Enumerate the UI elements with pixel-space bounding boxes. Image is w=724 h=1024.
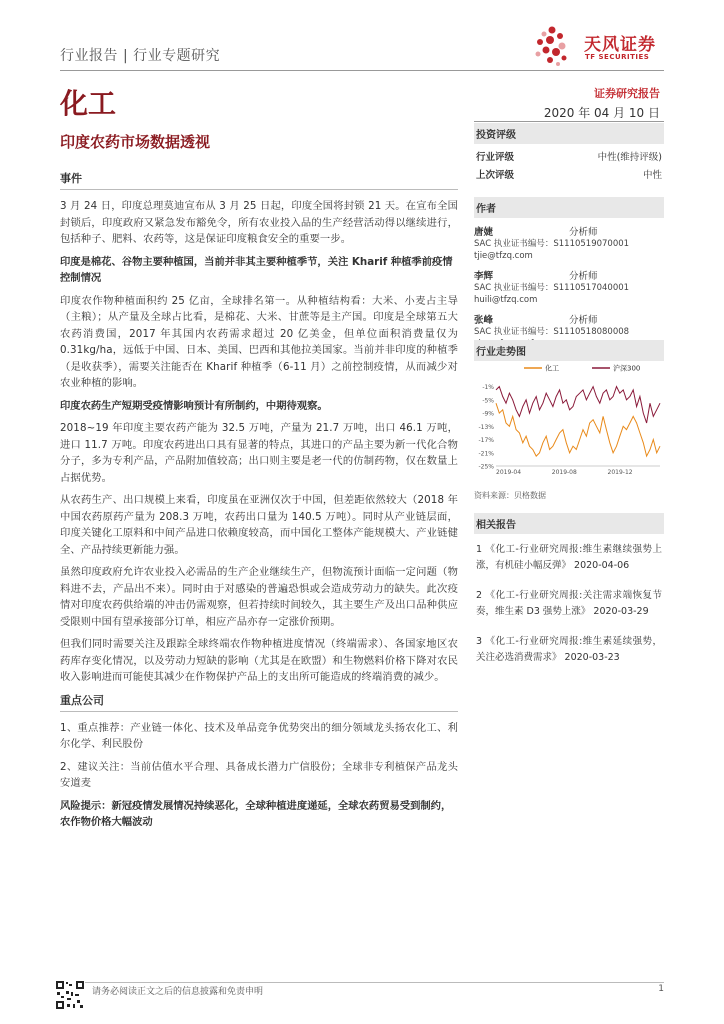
related-report-item[interactable]: 2 《化工-行业研究周报:关注需求端恢复节奏，维生素 D3 强势上涨》 2020-03-29 — [476, 590, 662, 617]
y-tick-label: -1% — [482, 384, 494, 392]
author-name: 唐婕 — [474, 227, 494, 238]
author-role: 分析师 — [569, 227, 598, 238]
series-line-chemical — [496, 403, 660, 456]
author-role: 分析师 — [569, 315, 598, 326]
body-paragraph: 2018~19 年印度主要农药产能为 32.5 万吨，产量为 21.7 万吨，出口 46.1 万吨，进口 11.7 万吨。印度农药进出口具有显著的特点，其进口的产品主要为新一代化合物分子，多为专利产品，产品附加值较高；出口则主要是老一代的仿制药物，仅在数量上占据优势。 — [60, 422, 458, 484]
authors-heading: 作者 — [474, 197, 664, 218]
y-tick-label: -5% — [482, 397, 494, 405]
y-tick-label: -9% — [482, 410, 494, 418]
body-paragraph: 从农药生产、出口规模上来看，印度虽在亚洲仅次于中国，但差距依然较大（2018 年中国农药原药产量为 208.3 万吨，农药出口量为 140.5 万吨）。同时从产业链层面，印度关键化工原料和中间产品进口依赖度较高，而中国化工整体产能规模大、产业链健全、产品持续更新能力强。 — [60, 494, 458, 556]
sidebar — [474, 123, 664, 350]
legend-label: 化工 — [545, 364, 559, 373]
event-heading: 事件 — [60, 170, 458, 190]
footer-divider — [60, 982, 664, 983]
report-date: 2020 年 04 月 10 日 — [543, 106, 660, 120]
author-role: 分析师 — [569, 271, 598, 282]
related-report-item[interactable]: 3 《化工-行业研究周报:维生素延续强势，关注必选消费需求》 2020-03-23 — [476, 636, 662, 663]
author-block — [474, 268, 664, 306]
rating-value: 中性(维持评级) — [597, 152, 662, 163]
author-sac: SAC 执业证书编号：S1110517040001 — [474, 283, 630, 293]
y-tick-label: -25% — [478, 463, 494, 471]
y-tick-label: -17% — [478, 437, 494, 445]
related-heading: 相关报告 — [474, 513, 664, 534]
author-email[interactable]: tjie@tfzq.com — [474, 251, 533, 261]
series-line-csi300 — [496, 387, 660, 423]
x-tick-label: 2019-12 — [607, 469, 633, 476]
author-sac: SAC 执业证书编号：S1110518080008 — [474, 327, 630, 337]
key-companies-heading: 重点公司 — [60, 692, 458, 712]
key-company-item: 1、重点推荐：产业链一体化、技术及单品竞争优势突出的细分领域龙头扬农化工、利尔化学、利民股份 — [60, 721, 458, 750]
author-block — [474, 224, 664, 262]
author-sac: SAC 执业证书编号：S1110519070001 — [474, 239, 630, 249]
bold-summary: 印度是棉花、谷物主要种植国，当前并非其主要种植季节，关注 Kharif 种植季前疫情控制情况 — [60, 255, 453, 284]
logo-subtext: TF SECURITIES — [585, 53, 650, 61]
related-report-item[interactable]: 1 《化工-行业研究周报:维生素继续强势上涨，有机硅小幅反弹》 2020-04-06 — [476, 544, 662, 571]
header-divider — [60, 70, 664, 71]
report-subtitle: 印度农药市场数据透视 — [60, 133, 211, 151]
y-tick-label: -13% — [478, 423, 494, 431]
x-tick-label: 2019-08 — [551, 469, 577, 476]
main-content — [60, 170, 458, 837]
logo-text: 天风证券 — [584, 35, 656, 55]
author-email[interactable]: huili@tfzq.com — [474, 295, 538, 305]
legend-label: 沪深300 — [613, 364, 641, 373]
body-paragraph: 印度农作物种植面积约 25 亿亩，全球排名第一。从种植结构看：大米、小麦占主导（主粮）；从产量及全球占比看，是棉花、大米、甘蔗等是主产国。印度是全球第五大农药消费国，2017 年其国内农药需求超过 20 亿美金，但单位面积消费量仅为 0.31kg/ha，远低于中国、日本、美国、巴西和其他拉美国家。当前并非印度的种植季（是收获季），需要关注能否在 Kharif 种植季（6-11 月）之前控制疫情，从而减少对农业种植的影响。 — [60, 294, 458, 389]
report-type: 证券研究报告 — [594, 87, 660, 100]
body-paragraph: 但我们同时需要关注及跟踪全球终端农作物种植进度情况（终端需求）、各国家地区农药库存变化情况，以及劳动力短缺的影响（尤其是在欧盟）和生物燃料价格下降对农民收入影响进而可能使其减少在作物保护产品上的支出所可能造成的终端消费的减少。 — [60, 638, 458, 683]
rating-row — [474, 165, 664, 183]
x-tick-label: 2019-04 — [496, 469, 522, 476]
chart-source: 资料来源：贝格数据 — [474, 491, 546, 500]
industry-title: 化工 — [60, 87, 117, 120]
rating-label: 上次评级 — [476, 170, 515, 181]
risk-warning: 风险提示：新冠疫情发展情况持续恶化，全球种植进度递延，全球农药贸易受到制约，农作物价格大幅波动 — [60, 799, 452, 828]
key-company-item: 2、建议关注：当前估值水平合理、具备成长潜力广信股份；全球非专利植保产品龙头安道麦 — [60, 760, 458, 789]
rating-heading: 投资评级 — [474, 123, 664, 144]
rating-label: 行业评级 — [476, 152, 515, 163]
body-paragraph: 虽然印度政府允许农业投入必需品的生产企业继续生产，但物流预计面临一定问题（物料进不去，产品出不来）。同时由于对感染的普遍恐惧或会造成劳动力的缺失。此次疫情对印度农药供给端的冲击仍需观察，但若持续时间较久，其主要生产及出口品种供应受限则中国有望承接部分订单，相应产品亦存一定涨价预期。 — [60, 566, 458, 628]
disclaimer-notice: 请务必阅读正文之后的信息披露和免责申明 — [92, 987, 264, 997]
event-paragraph: 3 月 24 日，印度总理莫迪宣布从 3 月 25 日起，印度全国将封锁 21 天。在宣布全国封锁后，印度政府又紧急发布豁免令，所有农业投入品的生产经营活动得以继续进行，包括种子、肥料、农药等，这是保证印度粮食安全的重要一步。 — [60, 200, 458, 245]
report-category: 行业报告 | 行业专题研究 — [60, 48, 221, 64]
sidebar-divider — [474, 121, 664, 122]
related-reports — [474, 513, 664, 666]
rating-value: 中性 — [642, 170, 662, 181]
author-name: 张峰 — [474, 315, 494, 326]
author-name: 李辉 — [474, 271, 494, 282]
y-tick-label: -21% — [478, 450, 494, 458]
rating-row — [474, 147, 664, 165]
industry-trend-chart — [474, 358, 664, 483]
trend-heading: 行业走势图 — [474, 340, 664, 361]
page-number: 1 — [658, 984, 664, 994]
qr-code-icon — [55, 980, 85, 1010]
bold-summary: 印度农药生产短期受疫情影响预计有所制约，中期待观察。 — [60, 399, 328, 412]
